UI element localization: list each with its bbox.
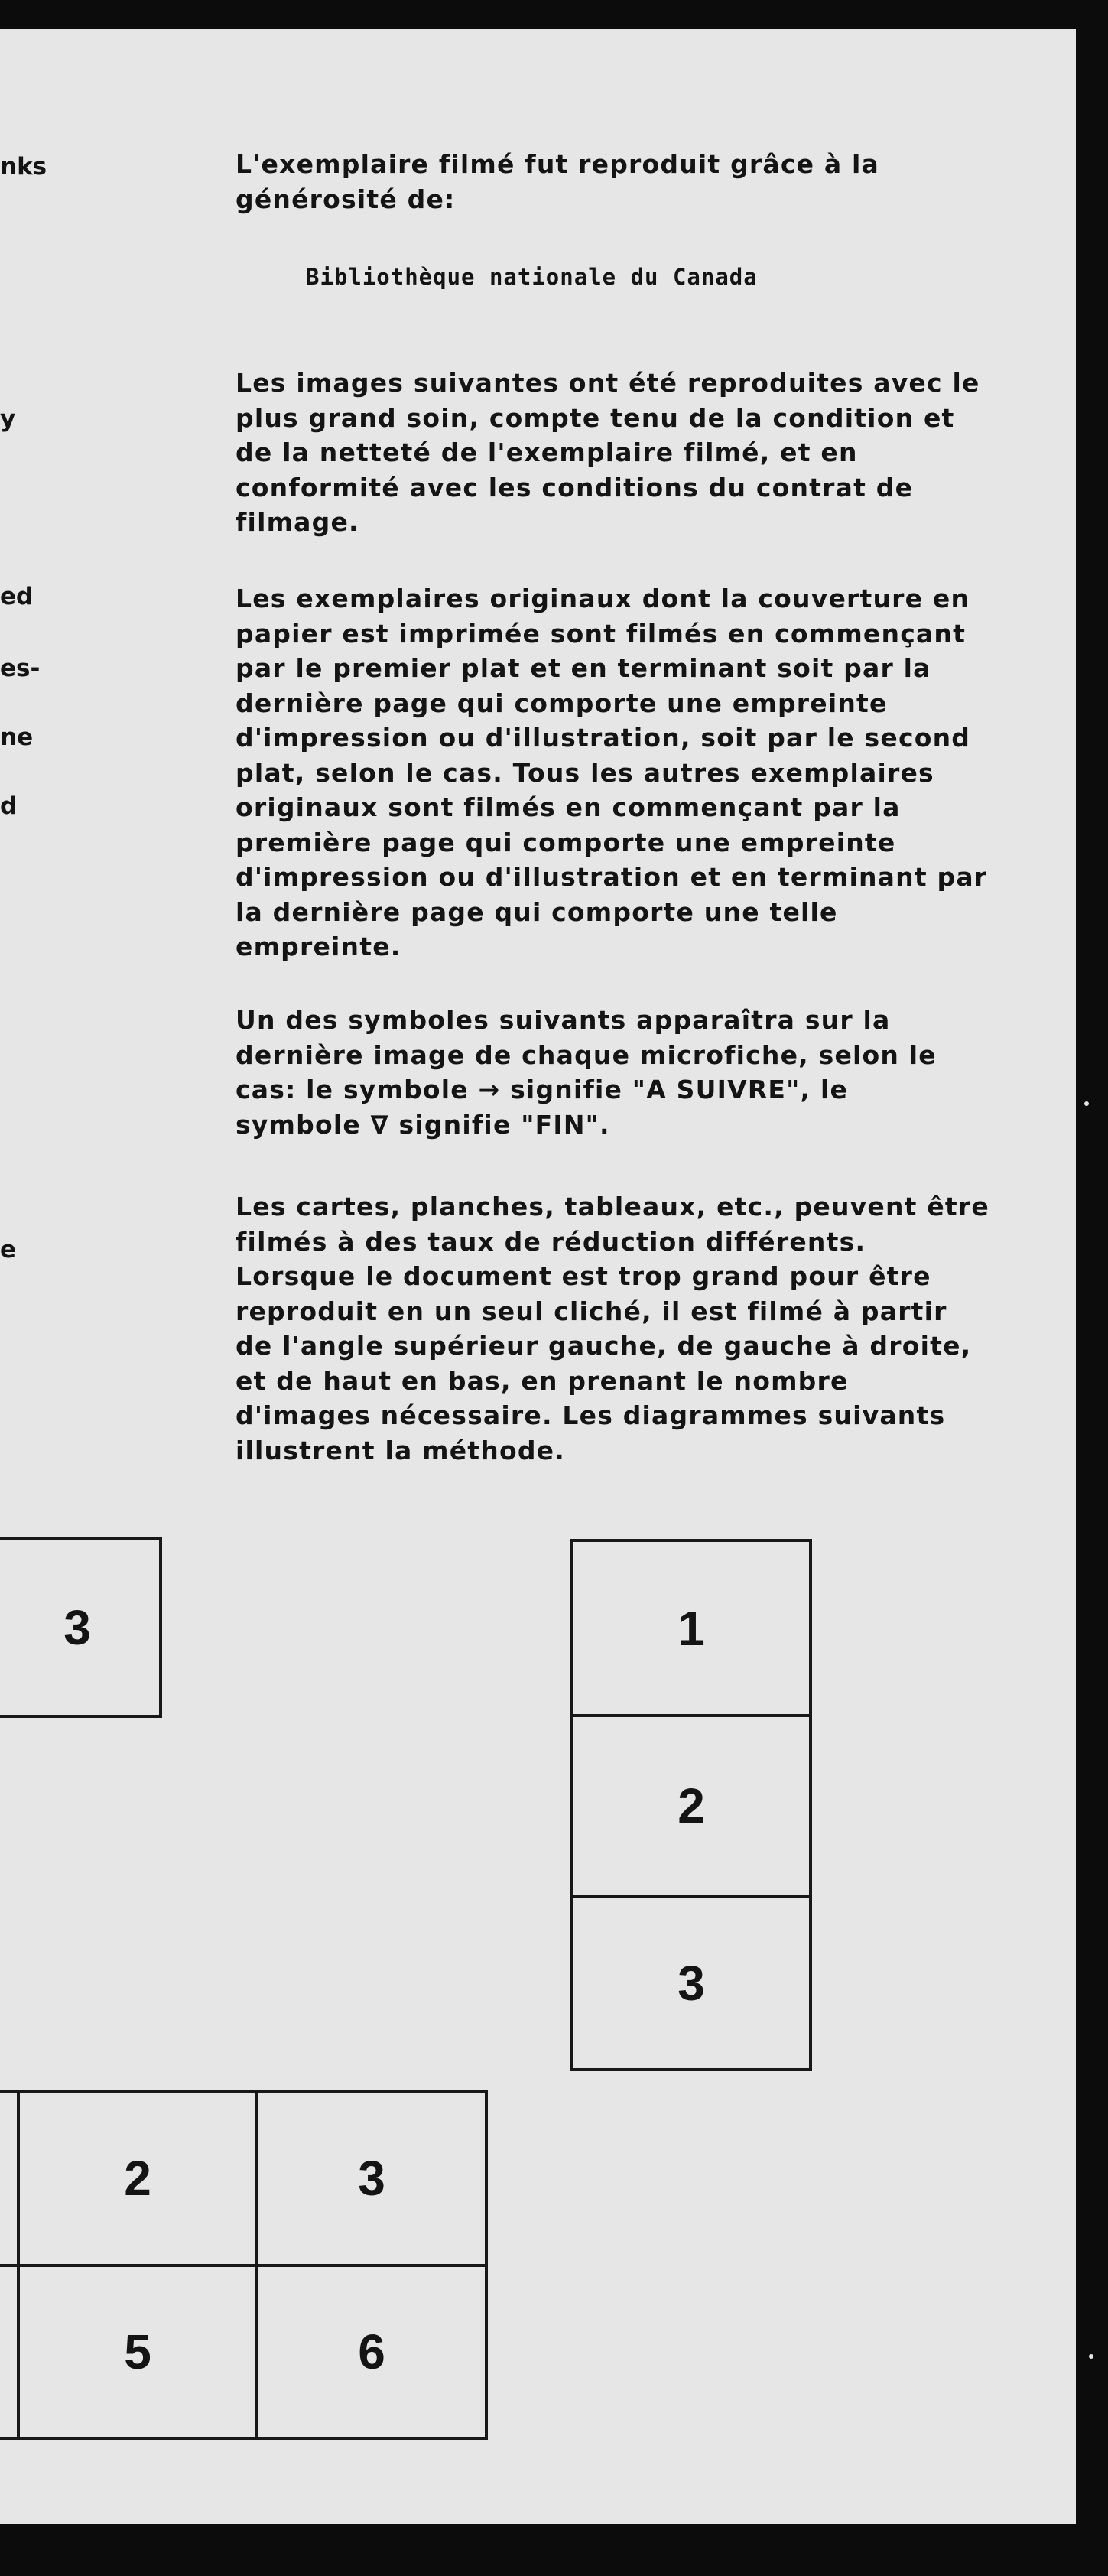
diagram-grid-cell-5: 5 [17,2264,258,2440]
left-fragment-7: e [0,1236,17,1264]
diagram-column-cell-2: 2 [570,1714,812,1898]
left-fragment-3: ed [0,583,34,610]
diagram-grid-cell-3: 3 [255,2090,488,2267]
institution-name: Bibliothèque nationale du Canada [306,264,758,290]
paragraph-images: Les images suivantes ont été reproduites avec le plus grand soin, compte tenu de la condition et de la netteté de l'exemplaire filmé, et en conformité avec les conditions du contrat de filmage. [236,368,980,537]
diagram-column-cell-3: 3 [570,1895,812,2071]
left-fragment-2: y [0,405,16,433]
diagram-column-cell-1: 1 [570,1539,812,1717]
left-fragment-6: d [0,792,18,820]
diagram-grid-cell-2: 2 [17,2090,258,2267]
paragraph-originaux: Les exemplaires originaux dont la couverture en papier est imprimée sont filmés en commençant par le premier plat et en terminant soit par la dernière page qui comporte une empreinte d'impression ou d'illustration, soit par le second plat, selon le cas. Tous les autres exemplaires originaux sont filmés en commençant par la première page qui comporte une empreinte d'impression ou d'illustration et en terminant par la dernière page qui comporte une telle empreinte. [236,584,988,961]
intro-text: L'exemplaire filmé fut reproduit grâce à la générosité de: [236,149,880,214]
paragraph-symboles: Un des symboles suivants apparaîtra sur la dernière image de chaque microfiche, selon le cas: le symbole → signifie "A SUIVRE", le symbole ∇ signifie "FIN". [236,1005,937,1140]
paragraph-cartes: Les cartes, planches, tableaux, etc., peuvent être filmés à des taux de réduction différents. Lorsque le document est trop grand pour être reproduit en un seul cliché, il est filmé à partir de l'angle supérieur gauche, de gauche à droite, et de haut en bas, en prenant le nombre d'images nécessaire. Les diagrammes suivants illustrent la méthode. [236,1192,989,1465]
diagram-row-cell: 3 [0,1537,162,1718]
left-fragment-5: ne [0,724,34,751]
film-speck [1084,1101,1089,1106]
left-fragment-1: nks [0,153,47,181]
microfiche-page [0,29,1076,2524]
film-speck [1089,2354,1093,2359]
diagram-grid-cell-6: 6 [255,2264,488,2440]
left-fragment-4: es- [0,655,41,682]
